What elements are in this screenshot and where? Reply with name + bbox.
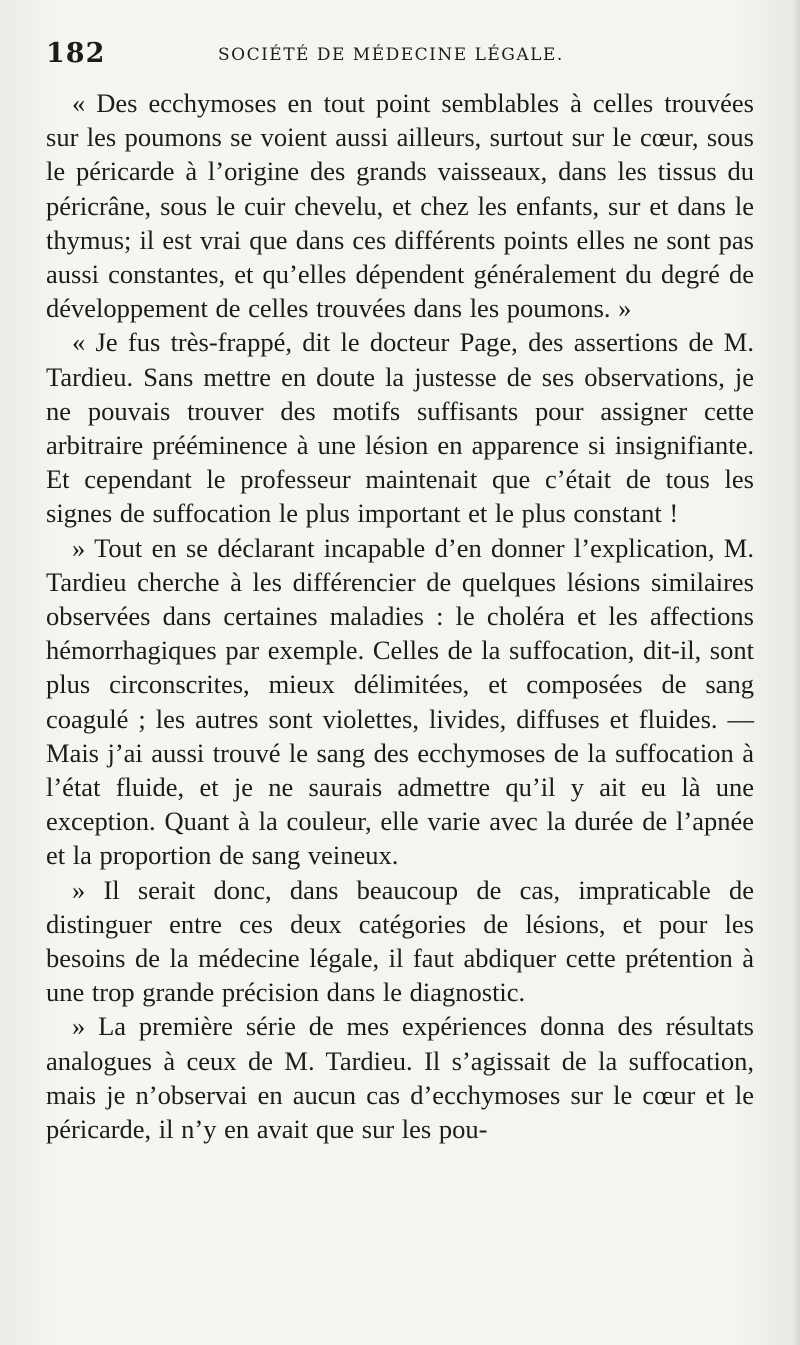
page-number: 182 xyxy=(46,38,106,69)
paragraph-4: » Il serait donc, dans beaucoup de cas, impraticable de distinguer entre ces deux catégories de lésions, et pour les besoins de la médecine légale, il faut abdiquer cette prétention à une trop grande précision dans le diagnostic. xyxy=(46,874,754,1008)
paragraph-5: » La première série de mes expériences donna des résultats analogues à ceux de M. Tardieu. Il s’agissait de la suffocation, mais je n’observai en aucun cas d’ecchymoses sur le cœur et le péricarde, il n’y en avait que sur les pou- xyxy=(46,1011,754,1145)
paragraph-2: « Je fus très-frappé, dit le docteur Page, des assertions de M. Tardieu. Sans mettre en doute la justesse de ses observations, je ne pouvais trouver des motifs suffisants pour assigner cette arbitraire prééminence à une lésion en apparence si insignifiante. Et cependant le professeur maintenait que c’était de tous les signes de suffocation le plus important et le plus constant ! xyxy=(46,327,754,529)
running-title: SOCIÉTÉ DE MÉDECINE LÉGALE. xyxy=(218,45,564,65)
paragraph-3: » Tout en se déclarant incapable d’en donner l’explication, M. Tardieu cherche à les différencier de quelques lésions similaires observées dans certaines maladies : le choléra et les affections hémorrhagiques par exemple. Celles de la suffocation, dit-il, sont plus circonscrites, mieux délimitées, et composées de sang coagulé ; les autres sont violettes, livides, diffuses et fluides. — Mais j’ai aussi trouvé le sang des ecchymoses de la suffocation à l’état fluide, et je ne saurais admettre qu’il y ait eu là une exception. Quant à la couleur, elle varie avec la durée de l’apnée et la proportion de sang veineux. xyxy=(46,532,754,871)
running-head xyxy=(46,38,754,74)
body-text xyxy=(46,86,754,1146)
page-edge-shadow xyxy=(792,0,800,1345)
paragraph-1: « Des ecchymoses en tout point semblables à celles trouvées sur les poumons se voient aussi ailleurs, surtout sur le cœur, sous le péricarde à l’origine des grands vaisseaux, dans les tissus du péricrâne, sous le cuir chevelu, et chez les enfants, sur et dans le thymus; il est vrai que dans ces différents points elles ne sont pas aussi constantes, et qu’elles dépendent généralement du degré de développement de celles trouvées dans les poumons. » xyxy=(46,88,754,324)
